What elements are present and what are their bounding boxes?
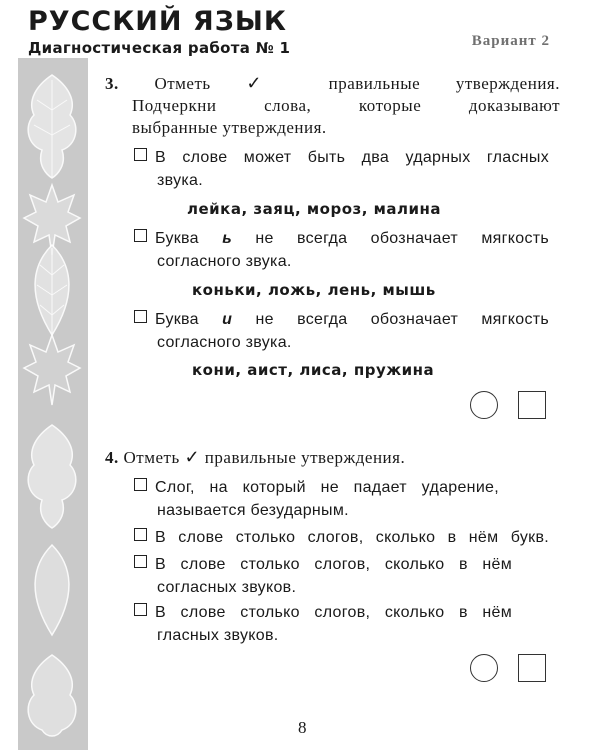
statement-text: гласных звуков. [157,627,279,644]
statement-text: не всегда обозначает мягкость [255,230,550,247]
statement-text: согласного звука. [157,253,292,270]
task3-prompt-pre: Отметь [154,74,211,93]
oak-leaf-icon [22,70,82,180]
statement-text: В слове может быть два ударных гласных [155,149,549,166]
check-mark-icon: ✓ [246,73,293,93]
statement-text: В слове столько слогов, сколько в нём букв. [155,529,549,546]
task4-prompt [105,446,560,469]
task3-number: 3. [105,74,119,93]
answer-checkbox[interactable] [134,229,147,242]
statement-text: не всегда обозначает мягкость [255,311,550,328]
task3-prompt [105,72,560,139]
check-mark-icon: ✓ [184,447,201,467]
score-circle[interactable] [470,654,498,682]
statement-text: согласных звуков. [157,579,297,596]
oak-leaf-icon [22,650,82,740]
statement-text: В слове столько слогов, сколько в нём [155,604,512,621]
statement-text: звука. [157,172,203,189]
page-number: 8 [298,718,307,737]
letter-soft-sign: ь [222,230,232,247]
statement-text: Слог, на который не падает ударение, [155,479,499,496]
answer-checkbox[interactable] [134,603,147,616]
answer-checkbox[interactable] [134,478,147,491]
task3-prompt-line3: выбранные утверждения. [132,118,327,137]
answer-checkbox[interactable] [134,148,147,161]
task4-prompt-pre: Отметь [123,448,180,467]
task3-statement-1 [134,146,549,192]
task3-prompt-line2: Подчеркни слова, которые доказывают [132,96,560,115]
task3-statement-2 [134,227,549,273]
task3-statement-3 [134,308,549,354]
statement-text: Буква [155,311,199,328]
birch-leaf-icon [22,540,82,640]
variant-label: Вариант 2 [471,33,550,49]
task4-statement-3 [134,553,512,599]
statement-text: Буква [155,230,199,247]
statement-text: согласного звука. [157,334,292,351]
score-square[interactable] [518,391,546,419]
birch-leaf-icon [22,240,82,340]
answer-checkbox[interactable] [134,555,147,568]
task3-words-2: коньки, ложь, лень, мышь [192,281,436,299]
task4-statement-1 [134,476,499,522]
task4-statement-4 [134,601,512,647]
subject-title: РУССКИЙ ЯЗЫК [28,6,287,37]
task3-words-3: кони, аист, лиса, пружина [192,361,435,379]
statement-text: называется безударным. [157,502,349,519]
maple-leaf-icon [22,330,82,410]
score-square[interactable] [518,654,546,682]
oak-leaf-icon [22,420,82,530]
score-circle[interactable] [470,391,498,419]
work-title: Диагностическая работа № 1 [28,39,291,57]
answer-checkbox[interactable] [134,528,147,541]
answer-checkbox[interactable] [134,310,147,323]
letter-i: и [222,311,233,328]
task4-number: 4. [105,448,119,467]
task3-words-1: лейка, заяц, мороз, малина [187,200,442,218]
task4-statement-2 [134,526,549,549]
page-header [28,6,290,57]
statement-text: В слове столько слогов, сколько в нём [155,556,512,573]
task4-prompt-post: правильные утверждения. [204,448,406,467]
task3-prompt-post: правильные утверждения. [328,74,560,93]
